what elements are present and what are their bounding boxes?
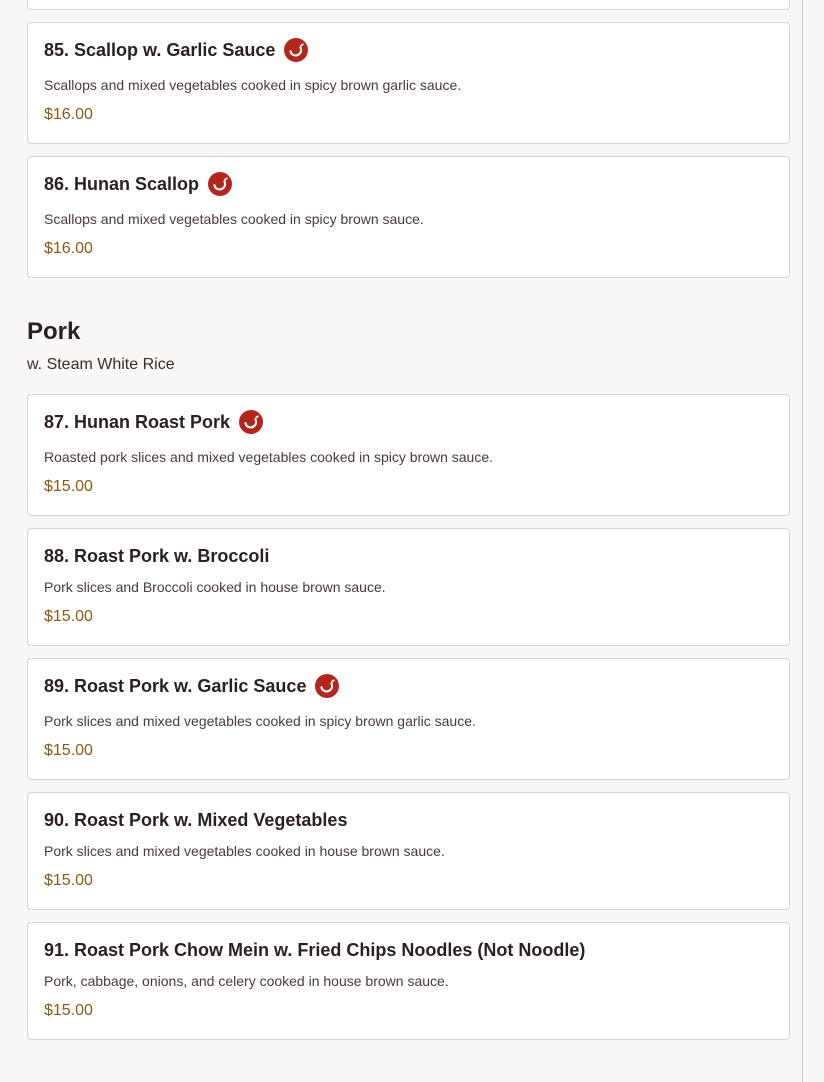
menu-item-description: Roasted pork slices and mixed vegetables cooked in spicy brown sauce. [44,449,494,465]
scrollbar-edge [802,0,803,1082]
section-subtitle: w. Steam White Rice [27,356,175,373]
menu-item-name: 86. Hunan Scallop [44,173,200,194]
menu-item-name: 91. Roast Pork Chow Mein w. Fried Chips Noodles (Not Noodle) [44,939,586,960]
menu-item-title [44,37,308,63]
chili-pepper-icon [239,410,263,434]
menu-item-card[interactable] [27,394,790,516]
menu-item-price: $15.00 [44,872,93,889]
menu-item-price: $16.00 [44,240,93,257]
menu-item-card[interactable] [27,658,790,780]
menu-item-title [44,673,339,699]
menu-item-name: 88. Roast Pork w. Broccoli [44,545,270,566]
menu-item-title [44,171,232,197]
chili-pepper-icon [208,172,232,196]
menu-item-card[interactable] [27,792,790,910]
menu-item-price: $15.00 [44,478,93,495]
menu-item-price: $15.00 [44,742,93,759]
menu-item-name: 85. Scallop w. Garlic Sauce [44,39,276,60]
menu-item-description: Scallops and mixed vegetables cooked in spicy brown garlic sauce. [44,77,462,93]
section-title: Pork [27,318,81,345]
menu-item-price: $15.00 [44,608,93,625]
menu-item-title [44,937,585,963]
menu-item-description: Pork slices and mixed vegetables cooked in house brown sauce. [44,843,445,859]
menu-item-card[interactable] [27,922,790,1040]
chili-pepper-icon [315,674,339,698]
menu-item-name: 89. Roast Pork w. Garlic Sauce [44,675,307,696]
menu-item-card[interactable] [27,22,790,144]
menu-item-price: $16.00 [44,106,93,123]
menu-item-description: Pork slices and Broccoli cooked in house brown sauce. [44,579,386,595]
chili-pepper-icon [284,38,308,62]
menu-item-description: Scallops and mixed vegetables cooked in spicy brown sauce. [44,211,424,227]
menu-item-title [44,409,263,435]
menu-item-card[interactable] [27,156,790,278]
menu-item-name: 90. Roast Pork w. Mixed Vegetables [44,809,348,830]
menu-item-title [44,543,269,569]
menu-item-name: 87. Hunan Roast Pork [44,411,231,432]
menu-item-price: $15.00 [44,1002,93,1019]
menu-item-card[interactable] [27,528,790,646]
menu-item-description: Pork slices and mixed vegetables cooked in spicy brown garlic sauce. [44,713,476,729]
menu-item-description: Pork, cabbage, onions, and celery cooked in house brown sauce. [44,973,449,989]
menu-item-title [44,807,347,833]
menu-item-card-partial[interactable] [27,0,790,10]
